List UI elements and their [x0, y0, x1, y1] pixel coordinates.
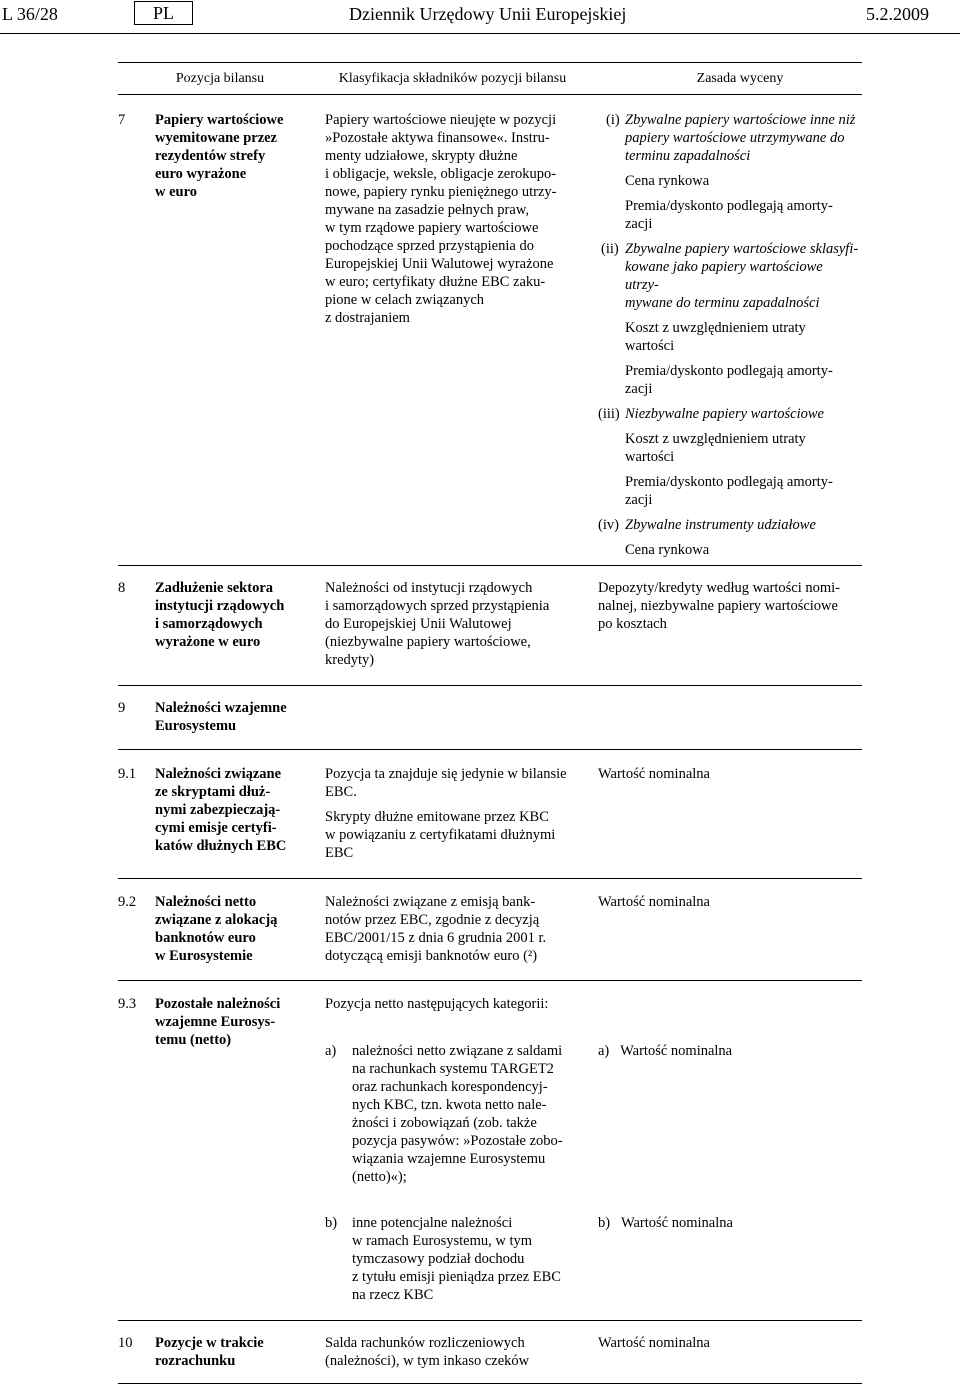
row-separator: [118, 749, 862, 750]
table-bottom-rule: [118, 1383, 862, 1384]
row-classification: Salda rachunków rozliczeniowych (należności), w tym inkaso czeków: [325, 1335, 530, 1369]
row-classification-item-a: a) należności netto związane z saldami na rachunkach systemu TARGET2 oraz rachunkach korespondencyj- nych KBC, tzn. kwota netto nale- żności i zobowiązań (zob. także pozycja pasywów: »Pozostałe zobo- wiązania wzajemne Eurosystemu (netto)«);: [325, 1043, 563, 1185]
row-number: 7: [118, 112, 126, 128]
row-valuation-item-a: a) Wartość nominalna: [598, 1043, 733, 1059]
row-classification-intro: Pozycja netto następujących kategorii:: [325, 996, 549, 1012]
row-title: Pozycje w trakcie rozrachunku: [155, 1335, 264, 1369]
row-title: Papiery wartościowe wyemitowane przez rezydentów strefy euro wyrażone w euro: [155, 112, 284, 200]
row-title: Zadłużenie sektora instytucji rządowych i samorządowych wyrażone w euro: [155, 580, 285, 650]
row-separator: [118, 980, 862, 981]
row-classification: Papiery wartościowe nieujęte w pozycji »Pozostałe aktywa finansowe«. Instru- menty udziałowe, skrypty dłużne i obligacje, weksle, obligacje zerokupo- nowe, papiery rynku pieniężnego utrzy- mywane na zasadzie pełnych praw, w tym rządowe papiery wartościowe pochodzące sprzed przystąpienia do Europejskiej Unii Walutowej wyrażone w euro; certyfikaty dłużne EBC zaku- pione w celach związanych z dostrajaniem: [325, 112, 557, 326]
valuation-group: (iii) Niezbywalne papiery wartościowe Koszt z uwzględnieniem utraty wartości Premia/dyskonto podlegają amorty- zacji: [598, 406, 833, 508]
row-valuation: Depozyty/kredyty według wartości nomi- nalnej, niezbywalne papiery wartościowe po kosztach: [598, 580, 841, 632]
row-classification: Należności związane z emisją bank- notów przez EBC, zgodnie z decyzją EBC/2001/15 z dnia 6 grudnia 2001 r. dotyczącą emisji banknotów euro (²): [325, 894, 547, 964]
row-number: 9.3: [118, 996, 137, 1012]
column-header-classification: Klasyfikacja składników pozycji bilansu: [338, 71, 567, 86]
row-title: Należności związane ze skryptami dłuż- nymi zabezpieczają- cymi emisje certyfi- katów dłużnych EBC: [155, 766, 287, 854]
row-number: 9.2: [118, 894, 137, 910]
row-separator: [118, 1320, 862, 1321]
row-classification: Pozycja ta znajduje się jedynie w bilansie EBC. Skrypty dłużne emitowane przez KBC w powiązaniu z certyfikatami dłużnymi EBC: [325, 766, 567, 861]
row-valuation: Wartość nominalna: [598, 894, 710, 910]
publication-date: 5.2.2009: [866, 4, 929, 24]
row-classification-item-b: b) inne potencjalne należności w ramach Eurosystemu, w tym tymczasowy podział dochodu z tytułu emisji pieniądza przez EBC na rzecz KBC: [325, 1215, 561, 1303]
valuation-group: (i) Zbywalne papiery wartościowe inne niż papiery wartościowe utrzymywane do terminu zapadalności Cena rynkowa Premia/dyskonto podlegają amorty- zacji: [606, 112, 856, 232]
column-header-valuation: Zasada wyceny: [696, 71, 784, 86]
row-number: 8: [118, 580, 126, 596]
row-valuation: Wartość nominalna: [598, 766, 710, 782]
row-title: Należności netto związane z alokacją banknotów euro w Eurosystemie: [155, 894, 278, 964]
row-title: Należności wzajemne Eurosystemu: [155, 700, 287, 734]
row-separator: [118, 685, 862, 686]
row-separator: [118, 565, 862, 566]
row-valuation: [598, 111, 860, 559]
row-number: 9.1: [118, 766, 137, 782]
row-separator: [118, 878, 862, 879]
valuation-group: (ii) Zbywalne papiery wartościowe sklasyfi- kowane jako papiery wartościowe utrzy- mywane do terminu zapadalności Koszt z uwzględnieniem utraty wartości Premia/dyskonto podlegają amorty- zacji: [601, 241, 859, 397]
table-top-rule: [118, 62, 862, 63]
row-number: 9: [118, 700, 126, 716]
row-classification: Należności od instytucji rządowych i samorządowych sprzed przystąpienia do Europejskiej Unii Walutowej (niezbywalne papiery wartościowe, kredyty): [325, 580, 550, 668]
header-bottom-rule: [118, 94, 862, 95]
language-badge: PL: [134, 1, 193, 25]
column-header-position: Pozycja bilansu: [175, 71, 265, 86]
header-rule: [0, 33, 960, 34]
row-number: 10: [118, 1335, 133, 1351]
page-number: L 36/28: [2, 4, 58, 24]
journal-title: Dziennik Urzędowy Unii Europejskiej: [349, 4, 627, 24]
row-valuation-item-b: b) Wartość nominalna: [598, 1215, 733, 1231]
row-valuation: Wartość nominalna: [598, 1335, 710, 1351]
valuation-group: (iv) Zbywalne instrumenty udziałowe Cena rynkowa: [598, 517, 816, 558]
row-title: Pozostałe należności wzajemne Eurosys- temu (netto): [155, 996, 281, 1048]
page-header: [0, 0, 960, 34]
